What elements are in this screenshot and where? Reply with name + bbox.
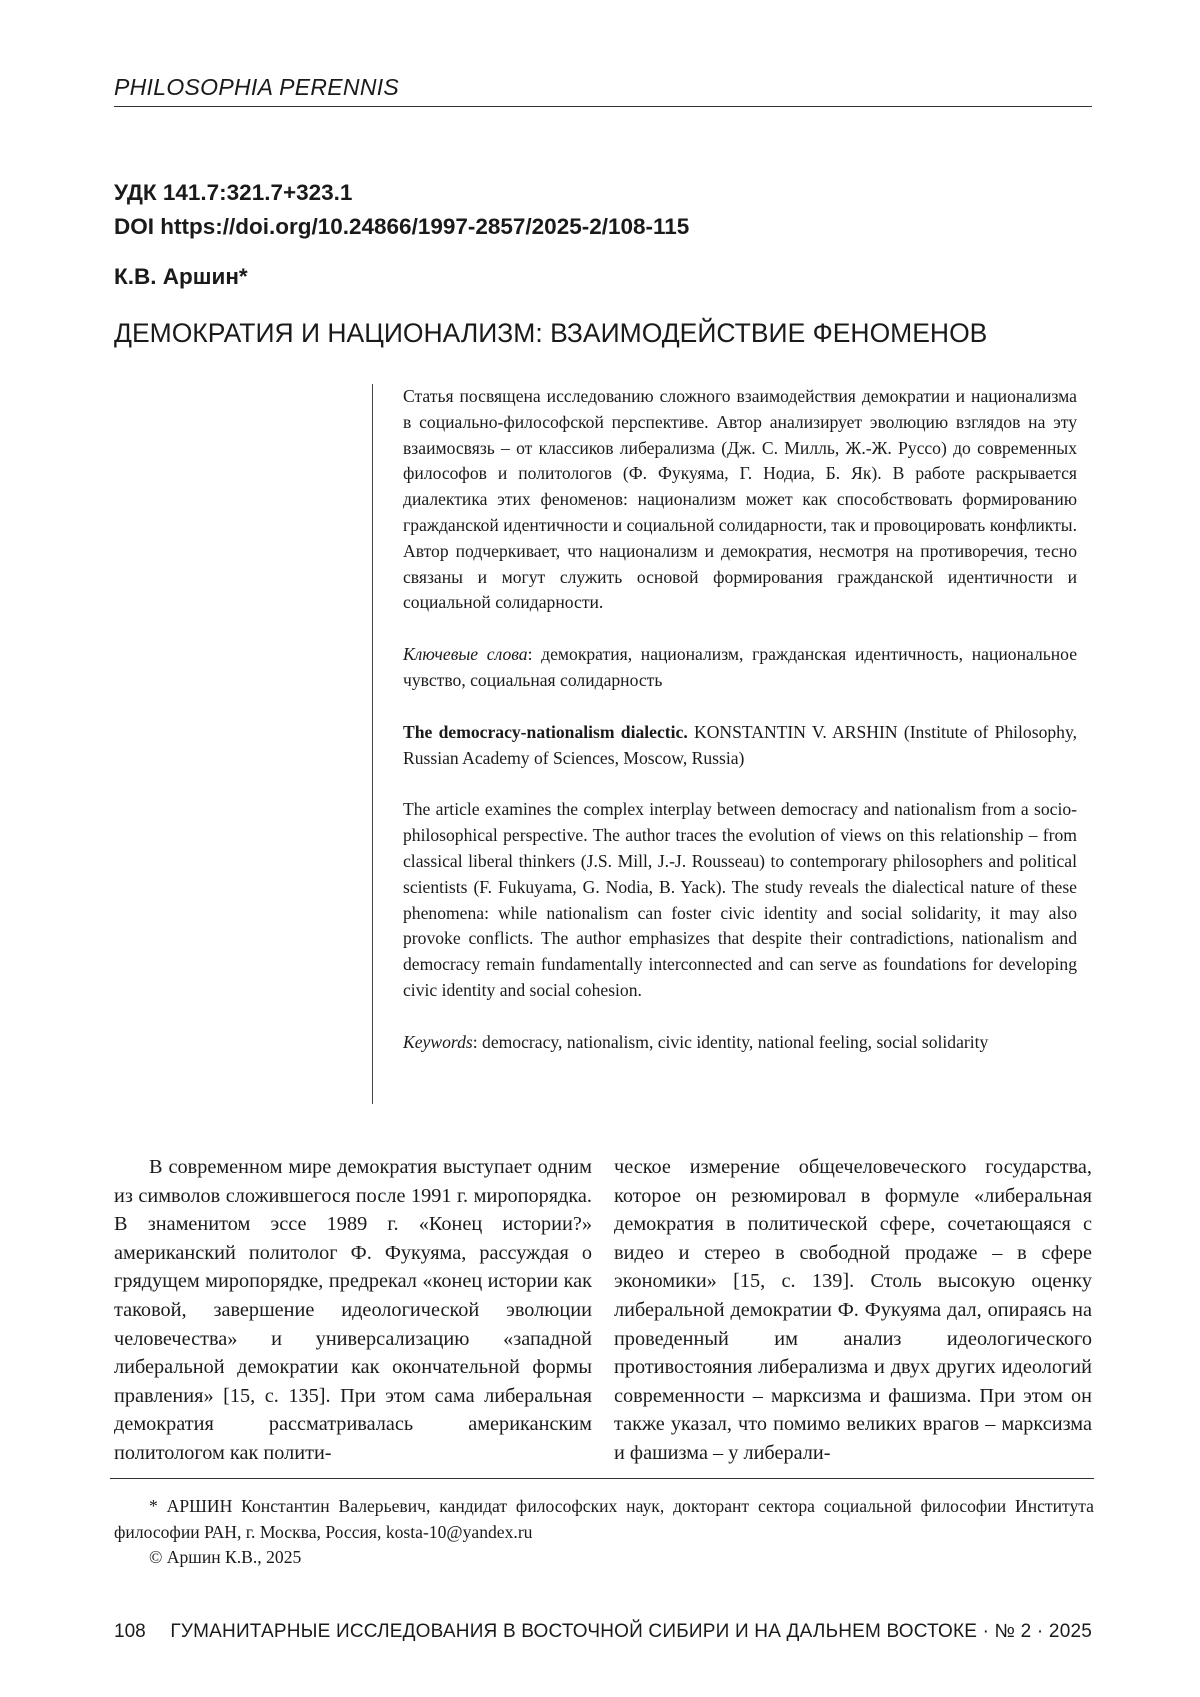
author-name: К.В. Аршин* — [114, 264, 248, 289]
keywords-english — [403, 1030, 1077, 1056]
copyright-notice: © Аршин К.В., 2025 — [149, 1547, 302, 1567]
keywords-label-en: Keywords — [403, 1031, 473, 1052]
article-title: ДЕМОКРАТИЯ И НАЦИОНАЛИЗМ: ВЗАИМОДЕЙСТВИЕ ФЕНОМЕНОВ — [114, 318, 988, 348]
body-paragraph-continued: ческое измерение общечеловеческого государства, которое он резюмировал в формуле «либеральная демократия в политической сфере, сочетающаяся с видео и стерео в свободной продаже – в сфере экономики» [15, с. 139]. Столь высокую оценку либеральной демократии Ф. Фукуяма дал, опираясь на проведенный им анализ идеологического противостояния либерализма и двух других идеологий современности – марксизма и фашизма. При этом он также указал, что помимо великих врагов – марксизма и фашизма – у либерали- — [614, 1156, 1092, 1464]
body-paragraph: В современном мире демократия выступает одним из символов сложившегося после 1991 г. миропорядка. В знаменитом эссе 1989 г. «Конец истории?» американский политолог Ф. Фукуяма, рассуждая о грядущем миропорядке, предрекал «конец истории как таковой, завершение идеологической эволюции человечества» и универсализацию «западной либеральной демократии как окончательной формы правления» [15, с. 135]. При этом сама либеральная демократия рассматривалась американским политологом как полити- — [114, 1156, 592, 1464]
keywords-text: : демократия, национализм, гражданская идентичность, национальное чувство, социальная солидарность — [403, 644, 1077, 690]
keywords-russian — [403, 642, 1077, 694]
page-footer — [114, 1618, 1092, 1648]
keywords-text-en: : democracy, nationalism, civic identity, national feeling, social solidarity — [472, 1031, 989, 1052]
english-title-block — [403, 720, 1077, 772]
article-metadata — [114, 176, 1094, 244]
footnote — [114, 1494, 1094, 1571]
journal-name: ГУМАНИТАРНЫЕ ИССЛЕДОВАНИЯ В ВОСТОЧНОЙ СИБИРИ И НА ДАЛЬНЕМ ВОСТОКЕ · № 2 · 2025 — [170, 1621, 1092, 1642]
udk-code: УДК 141.7:321.7+323.1 — [114, 180, 353, 205]
running-header: PHILOSOPHIA PERENNIS — [114, 72, 1092, 107]
english-title: The democracy-nationalism dialectic. — [403, 721, 688, 742]
page-number: 108 — [114, 1621, 146, 1642]
author-footnote: * АРШИН Константин Валерьевич, кандидат философских наук, докторант сектора социальной философии Института философии РАН, г. Москва, Россия, kosta-10@yandex.ru — [114, 1496, 1094, 1542]
keywords-label: Ключевые слова — [403, 644, 528, 665]
abstract-block — [372, 384, 1077, 1104]
body-column-right — [614, 1153, 1092, 1468]
body-column-left — [114, 1153, 592, 1468]
doi-link[interactable]: DOI https://doi.org/10.24866/1997-2857/2025-2/108-115 — [114, 214, 690, 239]
abstract-russian: Статья посвящена исследованию сложного взаимодействия демократии и национализма в социально-философской перспективе. Автор анализирует эволюцию взглядов на эту взаимосвязь – от классиков либерализма (Дж. С. Милль, Ж.-Ж. Руссо) до современных философов и политологов (Ф. Фукуяма, Г. Нодиа, Б. Як). В работе раскрывается диалектика этих феноменов: национализм может как способствовать формированию гражданской идентичности и социальной солидарности, так и провоцировать конфликты. Автор подчеркивает, что национализм и демократия, несмотря на противоречия, тесно связаны и могут служить основой формирования гражданской идентичности и социальной солидарности. — [403, 386, 1077, 613]
abstract-english: The article examines the complex interplay between democracy and nationalism from a socio-philosophical perspective. The author traces the evolution of views on this relationship – from classical liberal thinkers (J.S. Mill, J.-J. Rousseau) to contemporary philosophers and political scientists (F. Fukuyama, G. Nodia, B. Yack). The study reveals the dialectical nature of these phenomena: while nationalism can foster civic identity and social solidarity, it may also provoke conflicts. The author emphasizes that despite their contradictions, nationalism and democracy remain fundamentally interconnected and can serve as foundations for developing civic identity and social cohesion. — [403, 799, 1077, 1000]
english-author-affiliation: KONSTANTIN V. ARSHIN (Institute of Philosophy, Russian Academy of Sciences, Moscow, Russia) — [403, 721, 1078, 768]
footnote-divider — [110, 1478, 1094, 1479]
